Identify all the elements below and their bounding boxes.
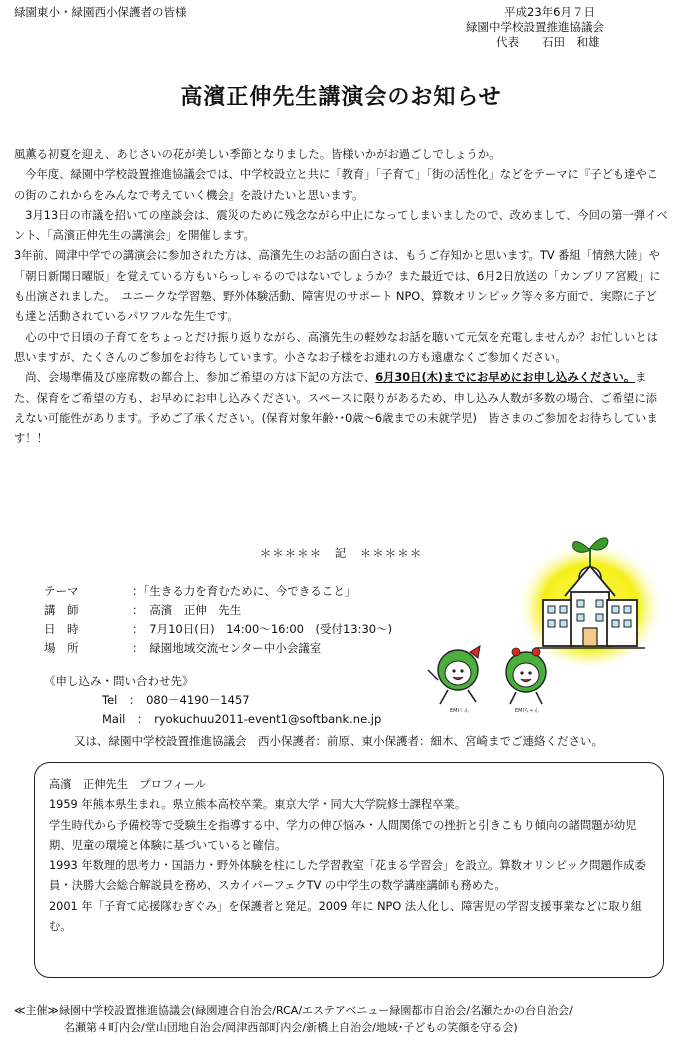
detail-value: ： 緑園地域交流センター中小会議室 [132,641,322,655]
detail-label: 場 所 [44,641,79,655]
mascot-girl [506,648,546,704]
mascot-boy [428,646,480,704]
contact-tel: Tel ： 080－4190－1457 [102,693,250,707]
sponsors-line-2: 名瀬第４町内会/堂山団地自治会/岡津西部町内会/新橋上自治会/地域･子どもの笑顔を守る会) [64,1021,518,1034]
profile-line-birth: 1959 年熊本県生まれ。県立熊本高校卒業。東京大学・同大大学院修士課程卒業。 [49,798,467,812]
paragraph-event: 3月13日の市議を招いての座談会は、震災のために残念ながら中止になってしまいましたので、改めまして、今回の第一弾イベント、「高濱正伸先生の講演会」を開催します。 [14,208,668,243]
profile-line-mugigumi: 2001 年「子育て応援隊むぎぐみ」を保護者と発足。2009 年に NPO 法人化し、障害児の学習支援事業などに取り組む。 [49,899,643,934]
recipients: 緑園東小・緑園西小保護者の皆様 [14,5,187,19]
issue-date: 平成23年6月７日 [504,5,595,19]
paragraph-speaker: 3年前、岡津中学での講演会に参加された方は、高濱先生のお話の面白さは、もうご存知かと思います。TV 番組「情熱大陸」や「朝日新聞日曜版」を覚えている方もいらっしゃるのではないでしょうか？また最近では、6月2日放送の「カンブリア宮殿」にも出演されました。 ユニークな学習塾、野外体験活動、障害児のサポート NPO、算数オリンピック等々多方面で、実際に子ども達と活動されているパワフルな先生です。 [14,249,661,324]
representative: 代表 石田 和雄 [496,35,600,49]
detail-value: ： 7月10日(日) 14:00～16:00 (受付13:30～) [132,622,393,636]
sponsors [14,1002,573,1036]
detail-label: 講 師 [44,603,79,617]
organization-name: 緑園中学校設置推進協議会 [466,20,604,34]
mascot-illustration [418,640,568,715]
paragraph-registration [14,368,668,449]
registration-text: 尚、会場準備及び座席数の都合上、参加ご希望の方は下記の方法で、 [14,371,376,385]
mascot-left-label: EMIくん [450,708,469,714]
profile-heading: 高濱 正伸先生 プロフィール [49,778,207,791]
event-details [44,582,392,658]
registration-deadline: 6月30日(木)までにお早めにお申し込みください。 [375,371,636,385]
profile-line-career: 学生時代から予備校等で受験生を指導する中、学力の伸び悩み・人間関係での挫折と引きこもり傾向の諸問題が幼児期、児童の環境と体験に基づいていると確信。 [49,818,637,852]
detail-venue [44,639,392,658]
paragraph-invitation: 心の中で日頃の子育てをちょっとだけ振り返りながら、高濱先生の軽妙なお話を聴いて元気を充電しませんか？お忙しいとは思いますが、たくさんのご参加をお待ちしています。小さなお子様をお連れの方も遠慮なくご参加ください。 [14,330,658,364]
detail-value: ： 高濱 正伸 先生 [132,603,242,617]
mascot-right-label: EMIちゃん [515,708,539,714]
detail-label: テーマ [44,584,79,598]
profile-box [34,762,664,978]
paragraph-intro: 今年度、緑園中学校設置推進協議会では、中学校設立と共に「教育」「子育て」「街の活性化」などをテーマに『子ども達やこの街のこれからをみんなで考えていく機会』を設けたいと思います。 [14,168,658,202]
paragraph-greeting: 風薫る初夏を迎え、あじさいの花が美しい季節となりました。皆様いかがお過ごしでしょうか。 [14,148,501,161]
letter-body [14,145,668,449]
registration-notes: また、保育をご希望の方も、お早めにお申し込みください。スペースに限りがあるため、申し込み人数が多数の場合、ご希望に添えない可能性があります。予めご了承ください。(保育対象年齢･･0歳～6歳までの未就学児) 皆さまのご参加をお待ちしています！！ [14,371,658,446]
school-door [583,628,597,646]
contact-note: 又は、緑園中学校設置推進協議会 西小保護者：前原、東小保護者：細木、宮崎までご連絡ください。 [74,734,603,748]
detail-theme [44,582,392,601]
sponsors-line-1: ≪主催≫緑園中学校設置推進協議会(緑園連合自治会/RCA/エステアベニュー緑園都市自治会/名瀬たかの台自治会/ [14,1004,573,1017]
detail-label: 日 時 [44,622,79,636]
ki-separator: ＊＊＊＊＊ 記 ＊＊＊＊＊ [259,546,423,560]
contact-mail[interactable]: Mail ： ryokuchuu2011-event1@softbank.ne.jp [102,712,382,726]
issuer-block [466,5,638,50]
detail-datetime [44,620,392,639]
detail-value: ：「生きる力を育むために、今できること」 [132,584,357,598]
detail-speaker [44,601,392,620]
contact-heading: 《申し込み・問い合わせ先》 [44,674,194,688]
page-title: 高濱正伸先生講演会のお知らせ [180,85,502,110]
profile-line-hanamaru: 1993 年数理的思考力・国語力・野外体験を柱にした学習教室「花まる学習会」を設立。算数オリンピック問題作成委員・決勝大会総合解説員を務め、スカイパーフェクTV の中学生の数学講座講師も務めた。 [49,859,646,893]
contact-block [44,672,381,729]
